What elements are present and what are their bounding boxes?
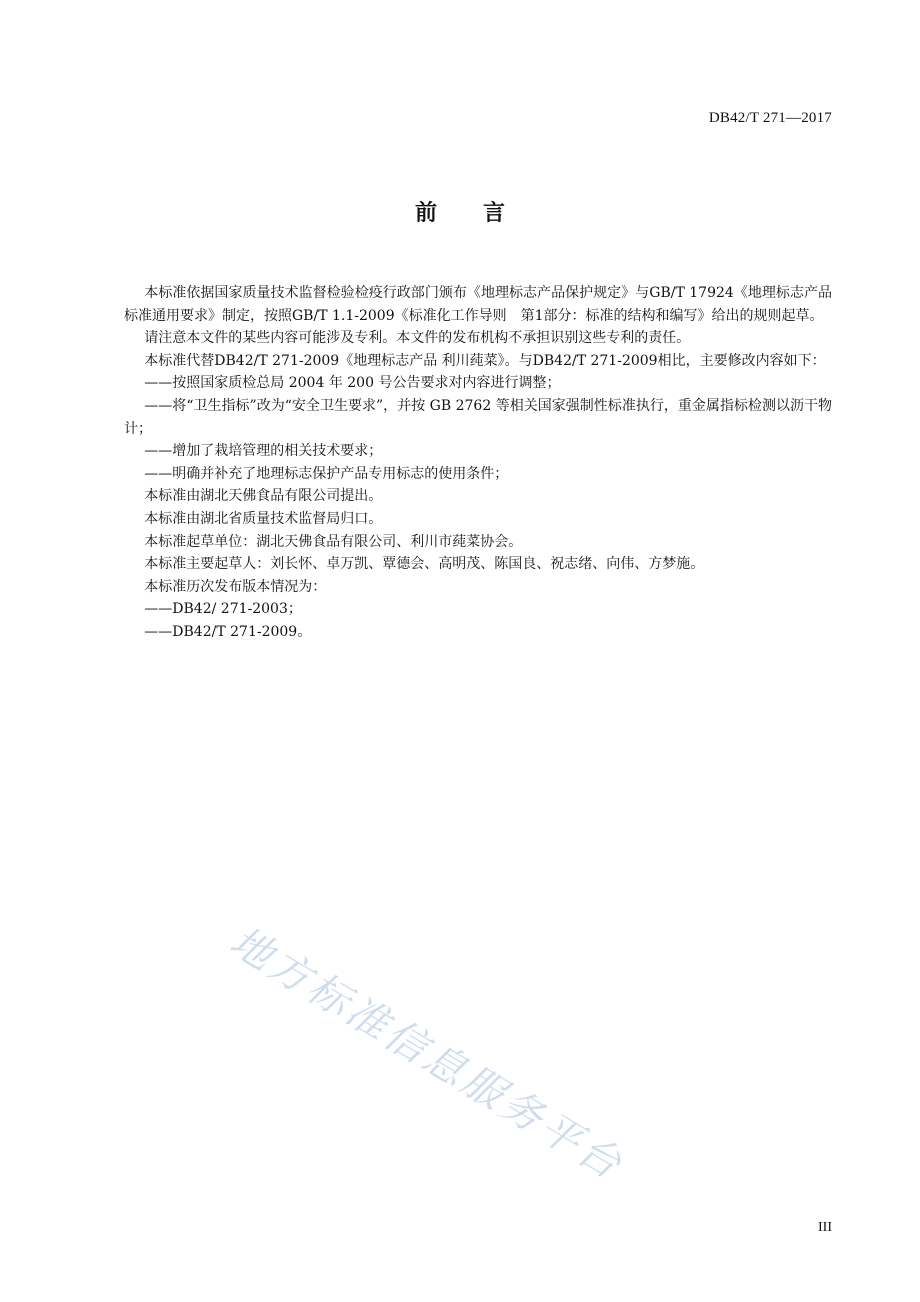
page-title: 前言 bbox=[414, 201, 551, 226]
change-item: ——按照国家质检总局 2004 年 200 号公告要求对内容进行调整； bbox=[144, 375, 561, 392]
paragraph-drafting-units: 本标准起草单位：湖北天佛食品有限公司、利川市莼菜协会。 bbox=[144, 533, 523, 550]
paragraph-replacement: 本标准代替DB42/T 271-2009《地理标志产品 利川莼菜》。与DB42/T 271-2009相比，主要修改内容如下： bbox=[144, 352, 826, 369]
change-item: ——将“卫生指标”改为“安全卫生要求”，并按 GB 2762 等相关国家强制性标准执行，重金属指标检测以沥干物计； bbox=[124, 397, 832, 437]
foreword-body bbox=[124, 282, 832, 644]
page-number: III bbox=[818, 1220, 832, 1235]
watermark: 地方标准信息服务平台 bbox=[221, 916, 633, 1190]
paragraph-basis: 本标准依据国家质量技术监督检验检疫行政部门颁布《地理标志产品保护规定》与GB/T 17924《地理标志产品标准通用要求》制定，按照GB/T 1.1-2009《标准化工作导则 第1部分：标准的结构和编写》给出的规则起草。 bbox=[124, 285, 832, 324]
paragraph-patent-notice: 请注意本文件的某些内容可能涉及专利。本文件的发布机构不承担识别这些专利的责任。 bbox=[144, 330, 691, 347]
version-item: ——DB42/ 271-2003； bbox=[144, 601, 302, 618]
change-item: ——增加了栽培管理的相关技术要求； bbox=[144, 443, 383, 460]
paragraph-proposer: 本标准由湖北天佛食品有限公司提出。 bbox=[144, 488, 383, 505]
paragraph-version-history: 本标准历次发布版本情况为： bbox=[144, 578, 327, 595]
paragraph-administrator: 本标准由湖北省质量技术监督局归口。 bbox=[144, 510, 383, 527]
paragraph-drafters: 本标准主要起草人：刘长怀、卓万凯、覃德会、高明茂、陈国良、祝志绪、向伟、方梦施。 bbox=[144, 556, 705, 573]
document-code: DB42/T 271—2017 bbox=[708, 110, 832, 126]
version-item: ——DB42/T 271-2009。 bbox=[144, 623, 312, 640]
change-item: ——明确并补充了地理标志保护产品专用标志的使用条件； bbox=[144, 465, 509, 482]
